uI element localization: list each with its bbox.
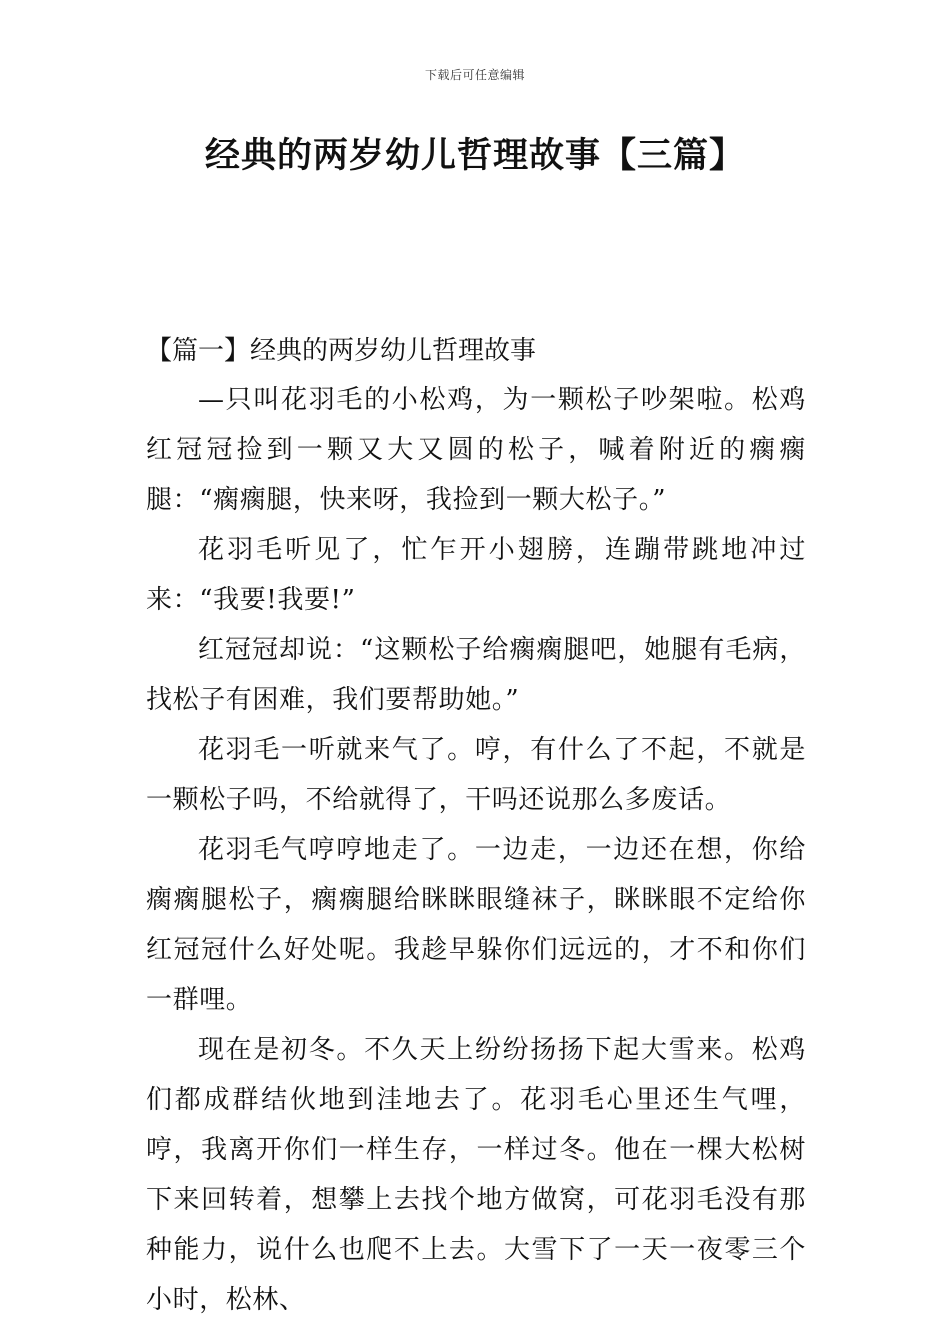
paragraph-4: 花羽毛一听就来气了。哼，有什么了不起，不就是一颗松子吗，不给就得了，干吗还说那么多废话。 — [146, 735, 806, 815]
paragraph-3: 红冠冠却说：“这颗松子给瘸瘸腿吧，她腿有毛病，找松子有困难，我们要帮助她。” — [146, 635, 806, 715]
section-heading: 【篇一】经典的两岁幼儿哲理故事 — [146, 336, 537, 366]
document-title: 经典的两岁幼儿哲理故事【三篇】 — [204, 135, 745, 176]
paragraph-5: 花羽毛气哼哼地走了。一边走，一边还在想，你给瘸瘸腿松子，瘸瘸腿给眯眯眼缝袜子，眯眯眼不定给你红冠冠什么好处呢。我趁早躲你们远远的，才不和你们一群哩。 — [146, 835, 806, 1015]
paragraph-1: —只叫花羽毛的小松鸡，为一颗松子吵架啦。松鸡红冠冠捡到一颗又大又圆的松子，喊着附近的瘸瘸腿：“瘸瘸腿，快来呀，我捡到一颗大松子。” — [146, 385, 806, 515]
header-note: 下载后可任意编辑 — [424, 68, 525, 82]
paragraph-6: 现在是初冬。不久天上纷纷扬扬下起大雪来。松鸡们都成群结伙地到洼地去了。花羽毛心里还生气哩，哼，我离开你们一样生存，一样过冬。他在一棵大松树下来回转着，想攀上去找个地方做窝，可花羽毛没有那种能力，说什么也爬不上去。大雪下了一天一夜零三个小时，松林、 — [146, 1035, 806, 1315]
paragraph-2: 花羽毛听见了，忙乍开小翅膀，连蹦带跳地冲过来：“我要!我要!” — [146, 535, 806, 615]
document-body — [146, 328, 806, 1325]
